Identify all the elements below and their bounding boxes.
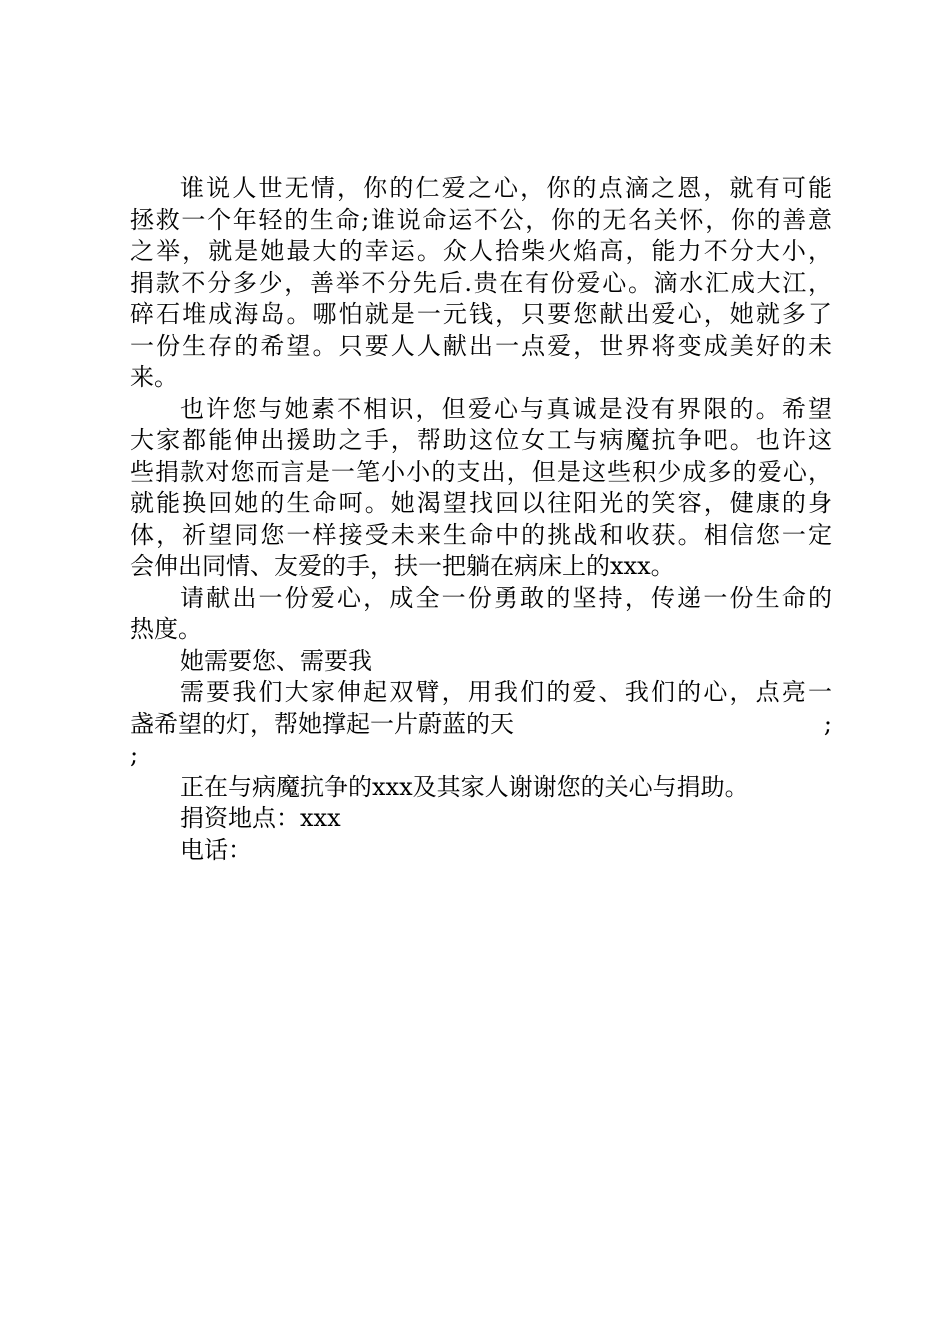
paragraph-5-line-3: ; xyxy=(130,741,139,769)
paragraph-5-line-2-end: ; xyxy=(823,709,832,738)
paragraph-1-line-7: 来。 xyxy=(130,363,178,391)
paragraph-4: 她需要您、需要我 xyxy=(180,646,372,675)
letter-body xyxy=(130,173,832,866)
paragraph-2-line-3: 些捐款对您而言是一笔小小的支出，但是这些积少成多的爱心， xyxy=(130,457,832,486)
paragraph-3-line-2: 热度。 xyxy=(130,615,202,643)
paragraph-1-line-1: 谁说人世无情，你的仁爱之心，你的点滴之恩，就有可能 xyxy=(180,174,832,202)
paragraph-2-line-2: 大家都能伸出援助之手，帮助这位女工与病魔抗争吧。也许这 xyxy=(130,426,832,454)
paragraph-1-line-6: 一份生存的希望。只要人人献出一点爱，世界将变成美好的未 xyxy=(130,331,832,360)
paragraph-5-line-1: 需要我们大家伸起双臂，用我们的爱、我们的心，点亮一 xyxy=(180,678,832,706)
paragraph-5-line-2 xyxy=(130,709,832,741)
paragraph-6-thanks: 正在与病魔抗争的xxx及其家人谢谢您的关心与捐助。 xyxy=(180,772,749,801)
paragraph-2-line-1: 也许您与她素不相识，但爱心与真诚是没有界限的。希望 xyxy=(180,394,832,423)
paragraph-2-line-5: 体，祈望同您一样接受未来生命中的挑战和收获。相信您一定 xyxy=(130,520,832,549)
paragraph-1-line-5: 碎石堆成海岛。哪怕就是一元钱，只要您献出爱心，她就多了 xyxy=(130,300,832,328)
paragraph-1-line-3: 之举，就是她最大的幸运。众人拾柴火焰高，能力不分大小， xyxy=(130,237,832,265)
paragraph-8-phone: 电话： xyxy=(180,835,252,864)
paragraph-2-line-4: 就能换回她的生命呵。她渴望找回以往阳光的笑容，健康的身 xyxy=(130,489,832,517)
paragraph-1-line-4: 捐款不分多少，善举不分先后.贵在有份爱心。滴水汇成大江， xyxy=(130,268,832,297)
paragraph-3-line-1: 请献出一份爱心，成全一份勇敢的坚持，传递一份生命的 xyxy=(180,583,832,612)
paragraph-2-line-6: 会伸出同情、友爱的手，扶一把躺在病床上的xxx。 xyxy=(130,552,675,580)
paragraph-7-donation-location: 捐资地点：xxx xyxy=(180,804,341,832)
paragraph-1-line-2: 拯救一个年轻的生命;谁说命运不公，你的无名关怀，你的善意 xyxy=(130,205,832,234)
paragraph-5-line-2-text: 盏希望的灯，帮她撑起一片蔚蓝的天 xyxy=(130,709,514,738)
